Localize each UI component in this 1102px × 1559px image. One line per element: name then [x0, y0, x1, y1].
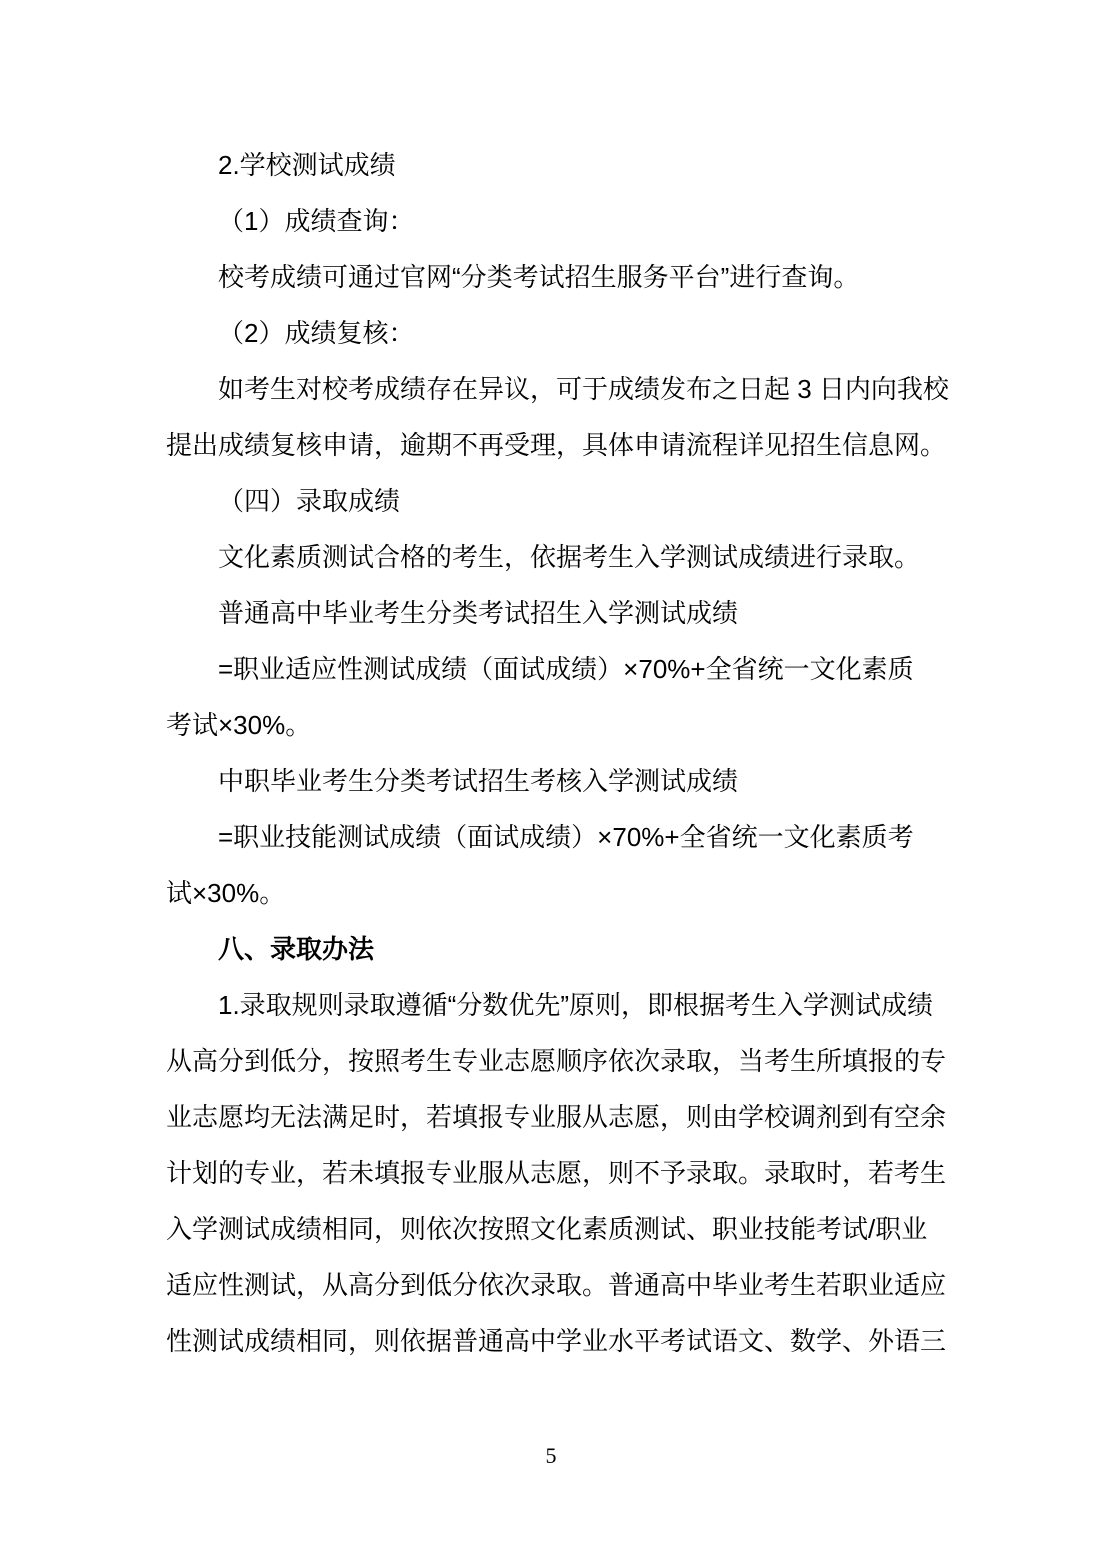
document-body [166, 137, 949, 1369]
text-line: 业志愿均无法满足时，若填报专业服从志愿，则由学校调剂到有空余 [166, 1102, 947, 1132]
text-line: 普通高中毕业考生分类考试招生入学测试成绩 [218, 598, 739, 628]
text-line: =职业适应性测试成绩（面试成绩）×70%+全省统一文化素质 [218, 654, 914, 684]
text-line: 入学测试成绩相同，则依次按照文化素质测试、职业技能考试/职业 [166, 1214, 928, 1244]
text-line: 从高分到低分，按照考生专业志愿顺序依次录取，当考生所填报的专 [166, 1046, 947, 1076]
text-line: 提出成绩复核申请，逾期不再受理，具体申请流程详见招生信息网。 [166, 430, 947, 460]
text-line: （四）录取成绩 [218, 486, 401, 516]
section-heading: 八、录取办法 [218, 934, 375, 964]
text-line: 适应性测试，从高分到低分依次录取。普通高中毕业考生若职业适应 [166, 1270, 947, 1300]
text-line: 1.录取规则录取遵循“分数优先”原则，即根据考生入学测试成绩 [218, 990, 934, 1020]
text-line: 文化素质测试合格的考生，依据考生入学测试成绩进行录取。 [218, 542, 921, 572]
page-number: 5 [545, 1443, 557, 1468]
text-line: 中职毕业考生分类考试招生考核入学测试成绩 [218, 766, 739, 796]
text-line: 如考生对校考成绩存在异议，可于成绩发布之日起 3 日内向我校 [218, 374, 949, 404]
text-line: 2.学校测试成绩 [218, 150, 396, 180]
text-line: =职业技能测试成绩（面试成绩）×70%+全省统一文化素质考 [218, 822, 914, 852]
text-line: 计划的专业，若未填报专业服从志愿，则不予录取。录取时，若考生 [166, 1158, 947, 1188]
text-line: （2）成绩复核： [218, 318, 415, 348]
text-line: 校考成绩可通过官网“分类考试招生服务平台”进行查询。 [218, 262, 860, 292]
text-line: 考试×30%。 [166, 710, 312, 740]
text-line: （1）成绩查询： [218, 206, 415, 236]
text-line: 试×30%。 [166, 878, 286, 908]
text-line: 性测试成绩相同，则依据普通高中学业水平考试语文、数学、外语三 [166, 1326, 947, 1356]
